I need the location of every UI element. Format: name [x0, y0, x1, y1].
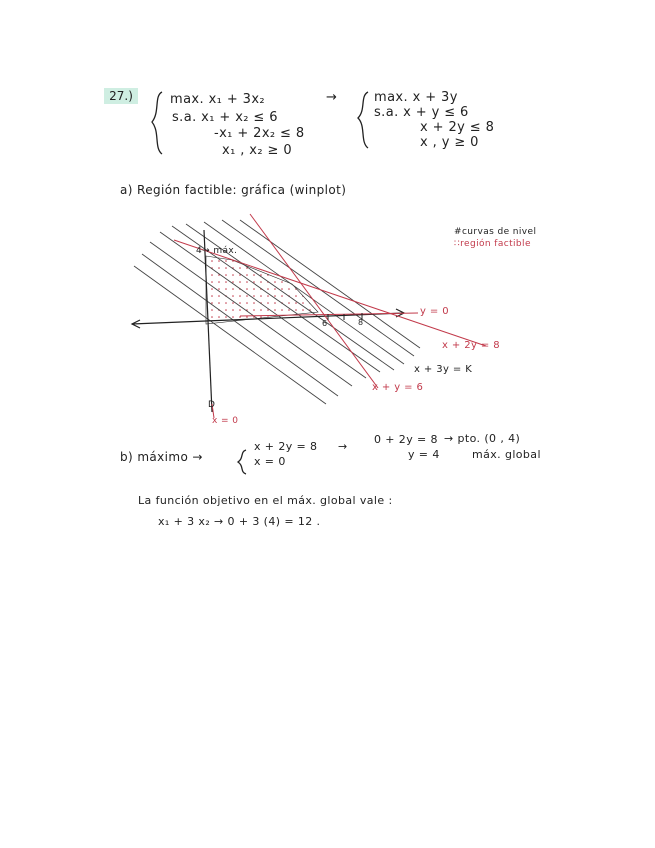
legend-level-curves: #curvas de nivel	[454, 227, 537, 237]
tick-8: 8	[358, 318, 364, 327]
part-b-result: → pto. (0 , 4)	[444, 432, 521, 445]
rewritten-constraint-2: x + 2y ≤ 8	[420, 120, 495, 135]
conclusion-calc: x₁ + 3 x₂ → 0 + 3 (4) = 12 .	[158, 515, 321, 528]
dotted-pattern-icon: ∷	[454, 239, 461, 249]
part-b-arrow: →	[338, 440, 348, 453]
transform-arrow: →	[326, 90, 338, 105]
label-x-zero: x = 0	[212, 416, 239, 426]
label-level-curve: x + 3y = K	[414, 364, 473, 375]
part-b-system-eq2: x = 0	[254, 455, 286, 468]
part-b-step-1: 0 + 2y = 8	[374, 433, 438, 446]
legend-feasible: ∷región factible	[454, 239, 531, 249]
label-line-1: x + y = 6	[372, 382, 424, 393]
max-point-label: 4→ máx.	[196, 246, 238, 256]
original-constraint-1: s.a. x₁ + x₂ ≤ 6	[172, 110, 278, 125]
tick-y: D	[208, 400, 216, 410]
problem-number: 27.)	[104, 88, 138, 104]
label-y-zero: y = 0	[420, 306, 450, 317]
original-constraint-2: -x₁ + 2x₂ ≤ 8	[214, 126, 305, 141]
original-nonnegativity: x₁ , x₂ ≥ 0	[222, 143, 293, 158]
part-b-result-label: máx. global	[472, 448, 541, 461]
part-a-heading: a) Región factible: gráfica (winplot)	[120, 183, 347, 197]
hash-icon: #	[454, 227, 462, 237]
rewritten-objective: max. x + 3y	[374, 90, 458, 105]
rewritten-constraint-1: s.a. x + y ≤ 6	[374, 105, 469, 120]
label-line-2: x + 2y = 8	[442, 340, 501, 351]
part-b-system-eq1: x + 2y = 8	[254, 440, 318, 453]
original-objective: max. x₁ + 3x₂	[170, 92, 266, 107]
part-b-step-2: y = 4	[408, 448, 440, 461]
rewritten-nonnegativity: x , y ≥ 0	[420, 135, 479, 150]
conclusion-text: La función objetivo en el máx. global vale :	[138, 494, 393, 507]
tick-6: 6	[322, 319, 328, 328]
part-b-label: b) máximo →	[120, 450, 203, 464]
feasible-region	[206, 256, 318, 324]
